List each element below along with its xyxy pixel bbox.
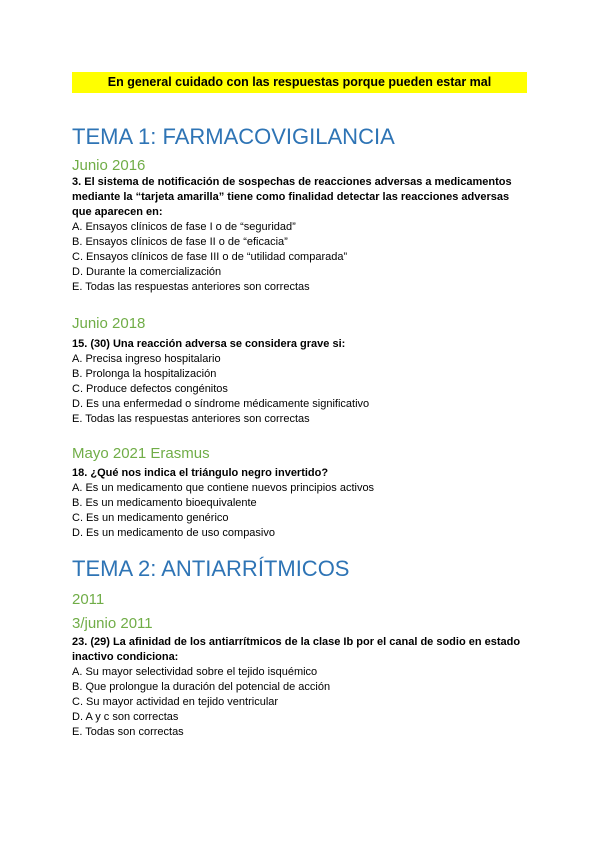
option-b: B. Que prolongue la duración del potencial de acción — [72, 681, 331, 693]
option-d: D. A y c son correctas — [72, 711, 179, 723]
tema1-heading: TEMA 1: FARMACOVIGILANCIA — [72, 124, 395, 149]
exam-date: 3/junio 2011 — [72, 615, 153, 632]
question-text: 3. El sistema de notificación de sospechas de reacciones adversas a medicamentos mediante la “tarjeta amarilla” tiene como finalidad detectar las reacciones adversas que aparecen en: — [72, 176, 512, 218]
option-d: D. Es un medicamento de uso compasivo — [72, 527, 275, 539]
option-a: A. Precisa ingreso hospitalario — [72, 353, 221, 365]
option-a: A. Es un medicamento que contiene nuevos principios activos — [72, 482, 375, 494]
question-text: 23. (29) La afinidad de los antiarrítmicos de la clase Ib por el canal de sodio en estado inactivo condiciona: — [72, 636, 521, 663]
exam-year: 2011 — [72, 591, 105, 608]
question-block — [72, 590, 528, 740]
question-block — [72, 444, 528, 541]
option-e: E. Todas las respuestas anteriores son correctas — [72, 281, 310, 293]
exam-date: Mayo 2021 Erasmus — [72, 445, 210, 462]
option-b: B. Es un medicamento bioequivalente — [72, 497, 257, 509]
option-b: B. Prolonga la hospitalización — [72, 368, 217, 380]
warning-banner: En general cuidado con las respuestas porque pueden estar mal — [72, 72, 527, 93]
option-c: C. Es un medicamento genérico — [72, 512, 229, 524]
document-content — [72, 123, 528, 740]
tema2-heading: TEMA 2: ANTIARRÍTMICOS — [72, 556, 350, 581]
option-e: E. Todas son correctas — [72, 726, 184, 738]
question-block — [72, 156, 528, 295]
option-b: B. Ensayos clínicos de fase II o de “eficacia” — [72, 236, 288, 248]
option-c: C. Produce defectos congénitos — [72, 383, 228, 395]
option-a: A. Su mayor selectividad sobre el tejido isquémico — [72, 666, 318, 678]
question-block — [72, 314, 528, 427]
question-text: 18. ¿Qué nos indica el triángulo negro invertido? — [72, 467, 329, 479]
option-d: D. Es una enfermedad o síndrome médicamente significativo — [72, 398, 370, 410]
option-d: D. Durante la comercialización — [72, 266, 222, 278]
option-a: A. Ensayos clínicos de fase I o de “seguridad” — [72, 221, 296, 233]
option-e: E. Todas las respuestas anteriores son correctas — [72, 413, 310, 425]
option-c: C. Su mayor actividad en tejido ventricular — [72, 696, 279, 708]
exam-date: Junio 2018 — [72, 315, 146, 332]
exam-date: Junio 2016 — [72, 157, 146, 174]
option-c: C. Ensayos clínicos de fase III o de “utilidad comparada” — [72, 251, 348, 263]
question-text: 15. (30) Una reacción adversa se considera grave si: — [72, 338, 346, 350]
